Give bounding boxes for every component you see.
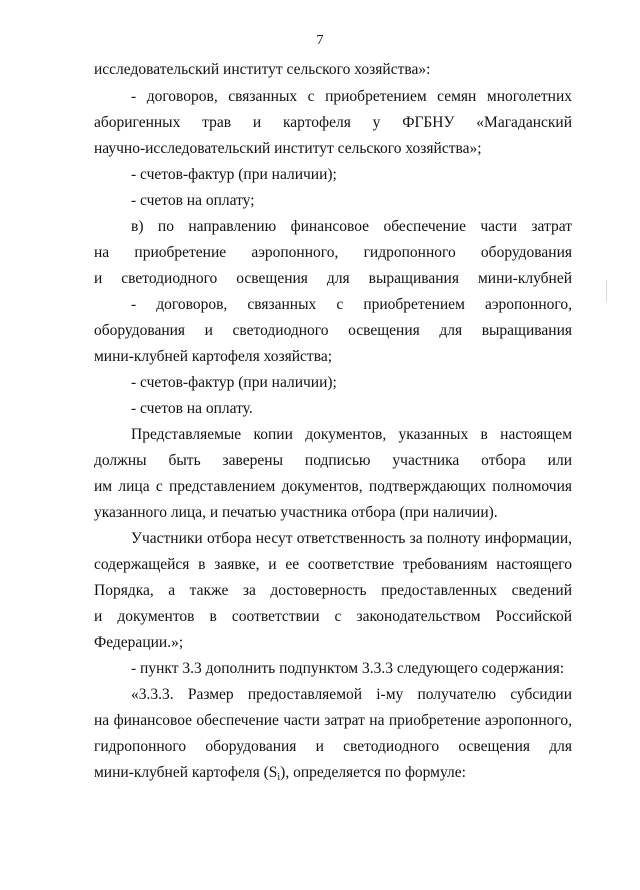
- text-line: исследовательский институт сельского хозяйства»:: [94, 61, 431, 78]
- text-line: аборигенных трав и картофеля у ФГБНУ «Магаданский: [94, 114, 572, 131]
- text-line: им лица с представлением документов, подтверждающих полномочия: [94, 478, 572, 495]
- text-line: - договоров, связанных с приобретением семян многолетних: [131, 88, 572, 105]
- text-line: Порядка, а также за достоверность предоставленных сведений: [94, 582, 572, 599]
- text-line: мини-клубней картофеля хозяйства;: [94, 348, 333, 365]
- text-line: - договоров, связанных с приобретением аэропонного,: [131, 296, 572, 313]
- text-line: - счетов-фактур (при наличии);: [131, 374, 337, 391]
- text-line: гидропонного оборудования и светодиодного освещения для: [94, 738, 572, 755]
- page-number: 7: [316, 33, 324, 48]
- text-line: - счетов-фактур (при наличии);: [131, 166, 337, 183]
- text-line: должны быть заверены подписью участника отбора или: [94, 452, 572, 469]
- text-line: содержащейся в заявке, и ее соответствие требованиям настоящего: [94, 556, 572, 573]
- text-line: Федерации.»;: [94, 634, 184, 651]
- text-line: Участники отбора несут ответственность за полноту информации,: [131, 530, 572, 547]
- text-line: на приобретение аэропонного, гидропонного оборудования: [94, 244, 572, 261]
- subscript-index: i: [277, 772, 281, 783]
- text-line: - счетов на оплату;: [131, 192, 255, 209]
- text-line: «3.3.3. Размер предоставляемой i-му получателю субсидии: [131, 686, 572, 703]
- text-line: - счетов на оплату.: [131, 400, 253, 417]
- text-line: на финансовое обеспечение части затрат на приобретение аэропонного,: [94, 712, 572, 729]
- text-line: и документов в соответствии с законодательством Российской: [94, 608, 572, 625]
- text-line: в) по направлению финансовое обеспечение части затрат: [131, 218, 572, 235]
- text-line: и светодиодного освещения для выращивания мини-клубней: [94, 270, 572, 287]
- margin-mark: [606, 280, 607, 302]
- text-fragment: ), определяется по формуле:: [280, 764, 466, 781]
- text-line: научно-исследовательский институт сельского хозяйства»;: [94, 140, 482, 157]
- text-line-formula-intro: [94, 764, 572, 782]
- text-line: - пункт 3.3 дополнить подпунктом 3.3.3 следующего содержания:: [131, 660, 565, 677]
- text-line: Представляемые копии документов, указанных в настоящем: [131, 426, 572, 443]
- text-fragment: мини-клубней картофеля (S: [94, 764, 278, 781]
- text-line: указанного лица, и печатью участника отбора (при наличии).: [94, 504, 498, 521]
- text-line: оборудования и светодиодного освещения для выращивания: [94, 322, 572, 339]
